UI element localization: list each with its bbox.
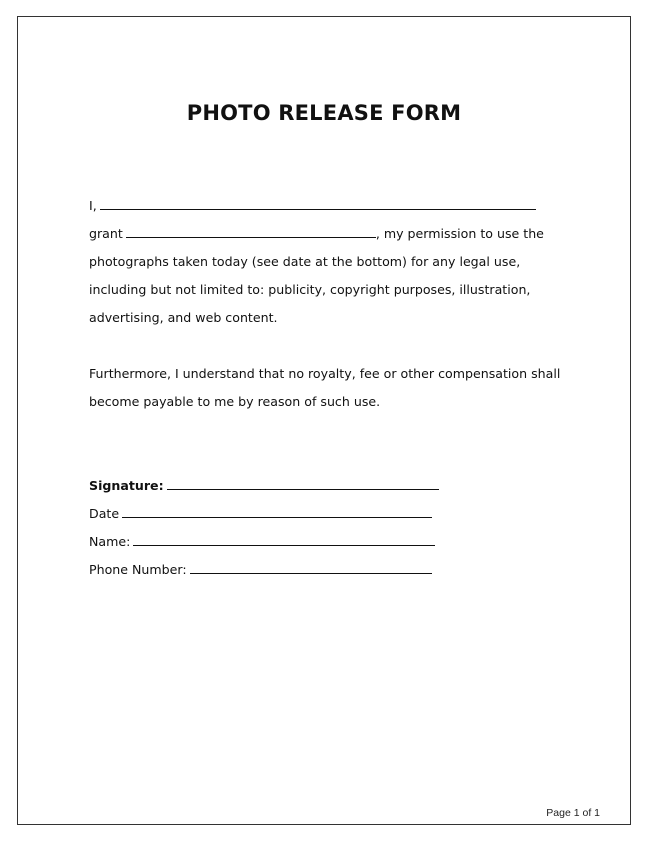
name-label: Name:	[89, 534, 131, 549]
grantee-line	[89, 220, 569, 248]
date-row	[89, 500, 569, 528]
grantor-name-field[interactable]	[100, 195, 536, 210]
signature-label: Signature:	[89, 478, 164, 493]
document-page	[17, 16, 631, 825]
phone-row	[89, 556, 569, 584]
signature-field[interactable]	[167, 475, 439, 490]
grantee-prefix: grant	[89, 226, 123, 241]
paragraph1-line3: photographs taken today (see date at the bottom) for any legal use,	[89, 254, 521, 269]
grantee-suffix: , my permission to use the	[375, 226, 544, 241]
form-body	[89, 192, 569, 584]
name-row	[89, 528, 569, 556]
grantor-prefix: I,	[89, 198, 97, 213]
paragraph-spacer	[89, 332, 569, 360]
paragraph1-line5: advertising, and web content.	[89, 310, 278, 325]
page-indicator: Page 1 of 1	[546, 807, 600, 819]
phone-label: Phone Number:	[89, 562, 187, 577]
phone-number-field[interactable]	[190, 559, 432, 574]
paragraph2-line2: become payable to me by reason of such use.	[89, 394, 381, 409]
signature-row	[89, 472, 569, 500]
name-field[interactable]	[133, 531, 435, 546]
paragraph1-line4: including but not limited to: publicity, copyright purposes, illustration,	[89, 282, 531, 297]
fields-spacer	[89, 416, 569, 472]
date-label: Date	[89, 506, 120, 521]
date-field[interactable]	[122, 503, 432, 518]
form-title: PHOTO RELEASE FORM	[186, 101, 462, 125]
grantor-line	[89, 192, 569, 220]
grantee-name-field[interactable]	[126, 223, 376, 238]
paragraph2-line1: Furthermore, I understand that no royalty, fee or other compensation shall	[89, 366, 561, 381]
